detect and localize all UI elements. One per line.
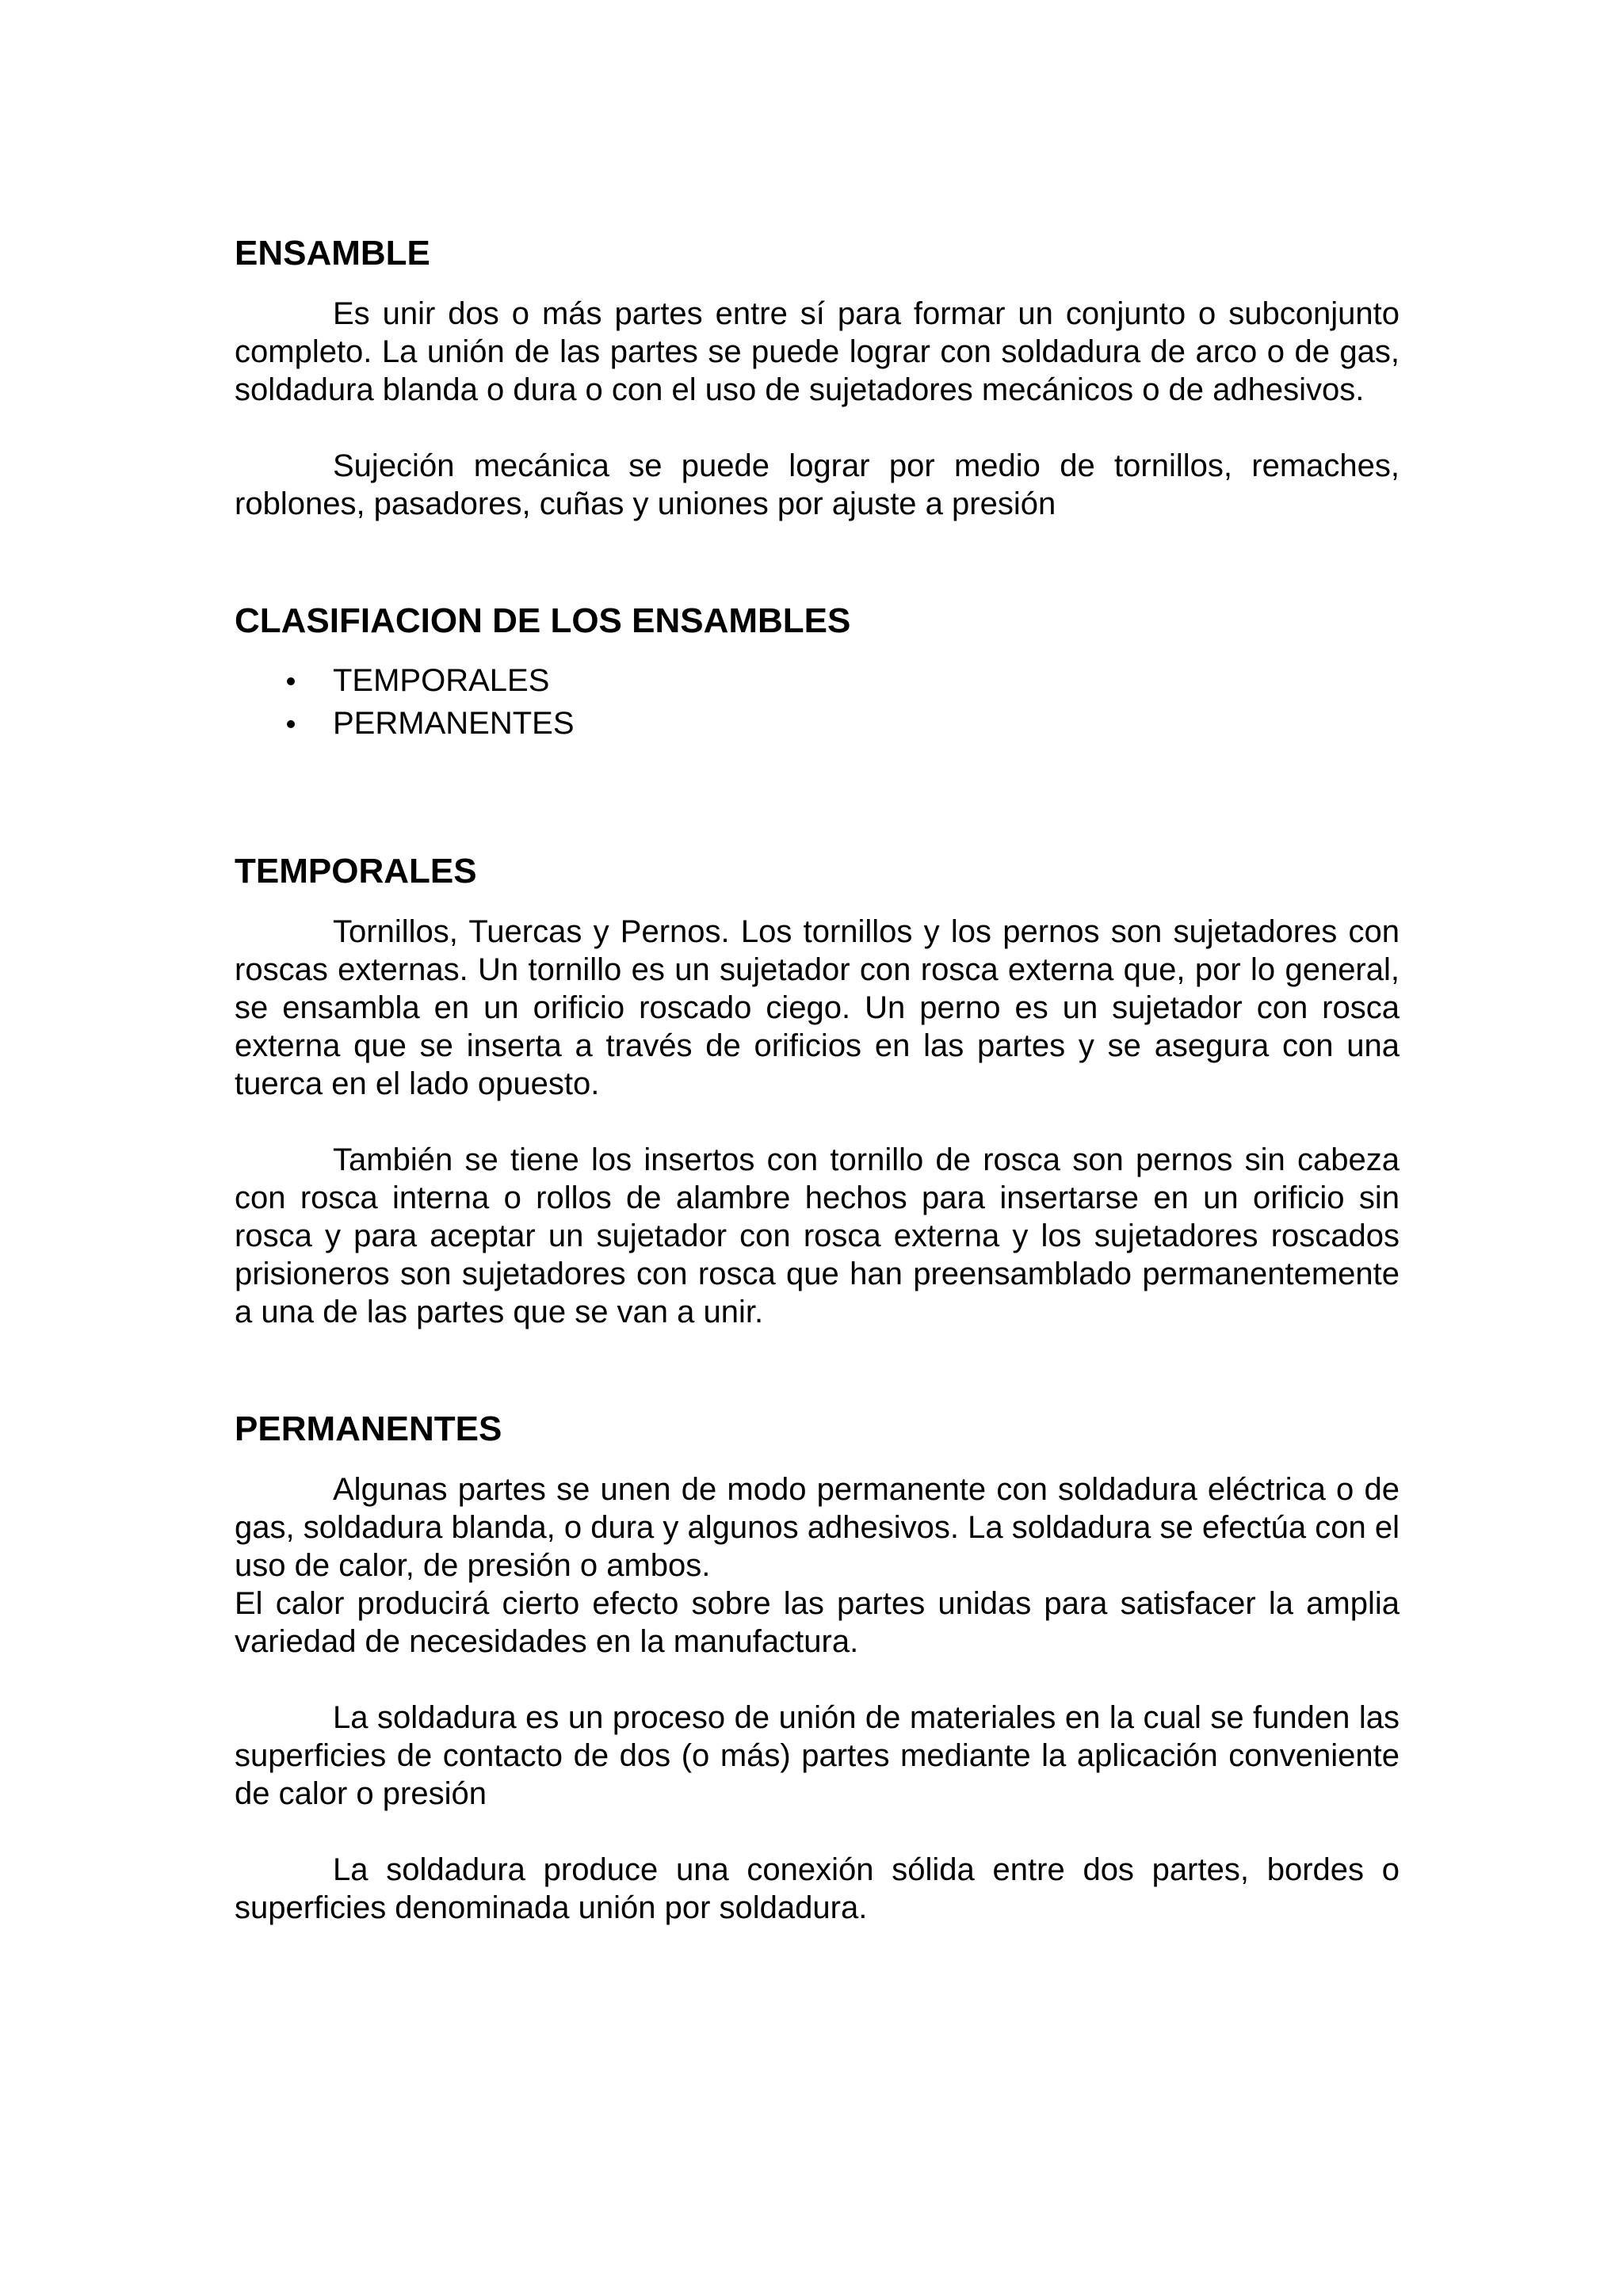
paragraph-uniones-permanentes: Algunas partes se unen de modo permanente con soldadura eléctrica o de gas, soldadura blanda, o dura y algunos adhesivos. La soldadura se efectúa con el uso de calor, de presión o ambos. <box>235 1472 1400 1583</box>
classification-list <box>235 659 1400 745</box>
heading-ensamble: ENSAMBLE <box>235 234 430 273</box>
paragraph-definicion-soldadura: La soldadura es un proceso de unión de materiales en la cual se funden las superficies de contacto de dos (o más) partes mediante la aplicación conveniente de calor o presión <box>235 1700 1400 1811</box>
bullet-icon <box>287 677 295 685</box>
paragraph-sujecion-mecanica: Sujeción mecánica se puede lograr por medio de tornillos, remaches, roblones, pasadores, cuñas y uniones por ajuste a presión <box>235 448 1400 521</box>
paragraph-union-por-soldadura: La soldadura produce una conexión sólida entre dos partes, bordes o superficies denominada unión por soldadura. <box>235 1852 1400 1925</box>
list-item-label: TEMPORALES <box>333 663 550 698</box>
paragraph-efecto-del-calor: El calor producirá cierto efecto sobre las partes unidas para satisfacer la amplia variedad de necesidades en la manufactura. <box>235 1586 1400 1659</box>
paragraph-ensamble-definition: Es unir dos o más partes entre sí para formar un conjunto o subconjunto completo. La unión de las partes se puede lograr con soldadura de arco o de gas, soldadura blanda o dura o con el uso de sujetadores mecánicos o de adhesivos. <box>235 296 1400 407</box>
heading-temporales: TEMPORALES <box>235 852 477 891</box>
heading-permanentes: PERMANENTES <box>235 1409 502 1448</box>
paragraph-insertos-prisioneros: También se tiene los insertos con tornillo de rosca son pernos sin cabeza con rosca interna o rollos de alambre hechos para insertarse en un orificio sin rosca y para aceptar un sujetador con rosca externa y los sujetadores roscados prisioneros son sujetadores con rosca que han preensamblado permanentemente a una de las partes que se van a unir. <box>235 1142 1400 1329</box>
bullet-icon <box>287 720 295 728</box>
list-item-label: PERMANENTES <box>333 706 575 741</box>
list-item <box>235 659 1400 702</box>
page-content <box>235 230 1400 1927</box>
paragraph-tornillos-tuercas-pernos: Tornillos, Tuercas y Pernos. Los tornillos y los pernos son sujetadores con roscas externas. Un tornillo es un sujetador con rosca externa que, por lo general, se ensambla en un orificio roscado ciego. Un perno es un sujetador con rosca externa que se inserta a través de orificios en las partes y se asegura con una tuerca en el lado opuesto. <box>235 914 1400 1101</box>
heading-clasificacion: CLASIFIACION DE LOS ENSAMBLES <box>235 601 851 640</box>
list-item <box>235 702 1400 745</box>
